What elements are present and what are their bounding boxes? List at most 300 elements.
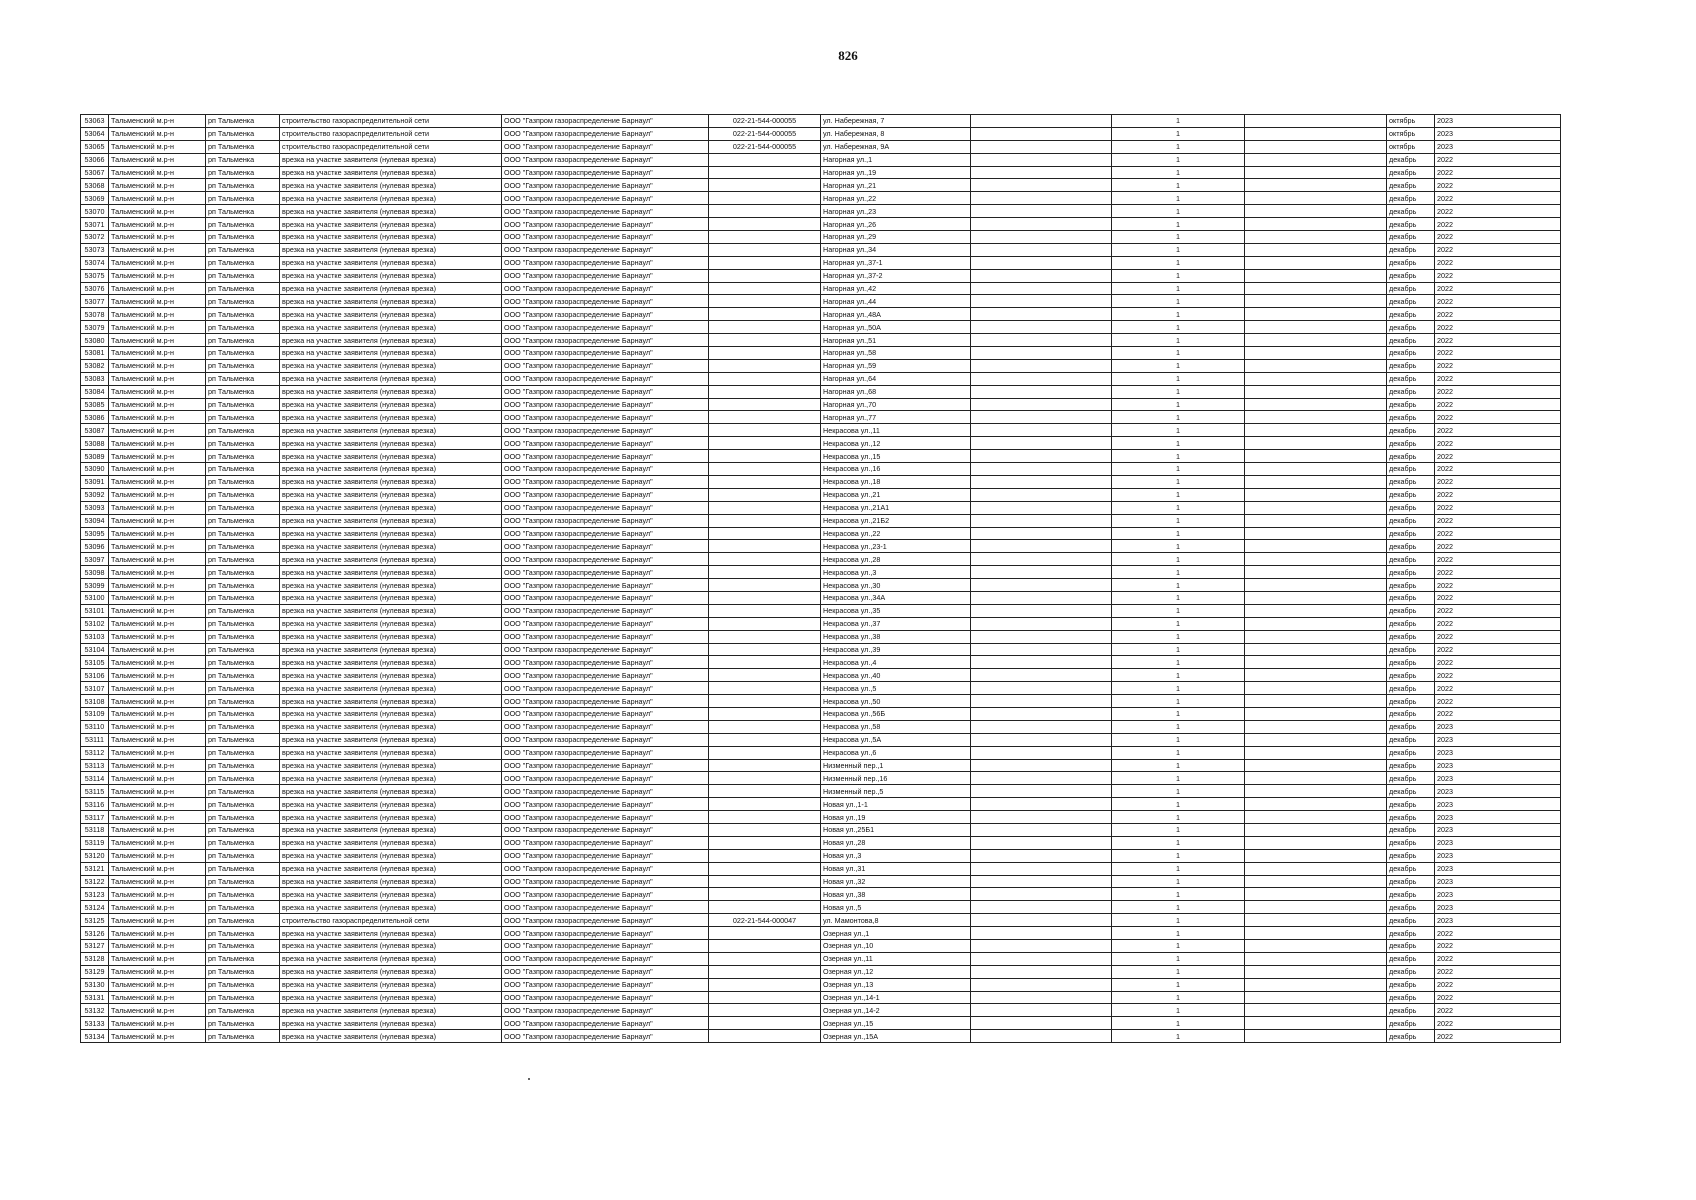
cell-num: 53066 [81,153,109,166]
cell-year: 2022 [1435,1030,1561,1043]
cell-address: Нагорная ул.,59 [821,359,971,372]
cell-year: 2022 [1435,295,1561,308]
cell-owner: ООО "Газпром газораспределение Барнаул" [502,952,709,965]
cell-quantity: 1 [1112,256,1245,269]
cell-locality: рп Тальменка [206,1030,280,1043]
cell-blank2 [1245,398,1387,411]
cell-quantity: 1 [1112,269,1245,282]
cell-quantity: 1 [1112,140,1245,153]
cell-year: 2023 [1435,836,1561,849]
cell-permit [709,617,821,630]
cell-blank1 [971,823,1112,836]
cell-work_type: врезка на участке заявителя (нулевая врезка) [280,205,502,218]
cell-permit [709,411,821,424]
cell-blank2 [1245,243,1387,256]
cell-month: декабрь [1387,192,1435,205]
cell-locality: рп Тальменка [206,952,280,965]
table-row [81,411,1561,424]
cell-year: 2022 [1435,179,1561,192]
cell-district: Тальменский м.р-н [109,450,206,463]
cell-district: Тальменский м.р-н [109,295,206,308]
cell-num: 53077 [81,295,109,308]
table-row [81,398,1561,411]
cell-blank2 [1245,463,1387,476]
cell-blank2 [1245,746,1387,759]
cell-address: Озерная ул.,15 [821,1017,971,1030]
cell-year: 2022 [1435,334,1561,347]
cell-year: 2023 [1435,914,1561,927]
cell-quantity: 1 [1112,579,1245,592]
cell-work_type: врезка на участке заявителя (нулевая врезка) [280,243,502,256]
table-row [81,192,1561,205]
table-row [81,630,1561,643]
cell-month: декабрь [1387,785,1435,798]
cell-year: 2022 [1435,475,1561,488]
table-row [81,218,1561,231]
cell-permit: 022-21-544-000055 [709,140,821,153]
cell-owner: ООО "Газпром газораспределение Барнаул" [502,192,709,205]
cell-address: Нагорная ул.,68 [821,385,971,398]
cell-month: декабрь [1387,849,1435,862]
cell-month: декабрь [1387,965,1435,978]
cell-quantity: 1 [1112,798,1245,811]
cell-quantity: 1 [1112,411,1245,424]
cell-address: Некрасова ул.,21А1 [821,501,971,514]
cell-permit [709,463,821,476]
cell-blank2 [1245,372,1387,385]
cell-num: 53106 [81,669,109,682]
cell-blank1 [971,308,1112,321]
cell-blank1 [971,566,1112,579]
cell-district: Тальменский м.р-н [109,875,206,888]
cell-district: Тальменский м.р-н [109,566,206,579]
cell-address: Нагорная ул.,48А [821,308,971,321]
cell-month: декабрь [1387,540,1435,553]
table-row [81,475,1561,488]
cell-work_type: строительство газораспределительной сети [280,127,502,140]
cell-month: декабрь [1387,372,1435,385]
cell-blank1 [971,849,1112,862]
cell-num: 53102 [81,617,109,630]
cell-blank1 [971,553,1112,566]
cell-address: Некрасова ул.,56Б [821,707,971,720]
cell-owner: ООО "Газпром газораспределение Барнаул" [502,282,709,295]
cell-locality: рп Тальменка [206,463,280,476]
cell-blank1 [971,437,1112,450]
cell-owner: ООО "Газпром газораспределение Барнаул" [502,115,709,128]
cell-district: Тальменский м.р-н [109,952,206,965]
cell-year: 2022 [1435,643,1561,656]
cell-year: 2023 [1435,875,1561,888]
cell-permit [709,707,821,720]
cell-blank2 [1245,140,1387,153]
cell-owner: ООО "Газпром газораспределение Барнаул" [502,669,709,682]
cell-year: 2022 [1435,256,1561,269]
cell-num: 53067 [81,166,109,179]
cell-num: 53130 [81,978,109,991]
cell-num: 53133 [81,1017,109,1030]
cell-owner: ООО "Газпром газораспределение Барнаул" [502,463,709,476]
cell-owner: ООО "Газпром газораспределение Барнаул" [502,269,709,282]
table-row [81,927,1561,940]
cell-permit [709,553,821,566]
cell-address: Нагорная ул.,37-1 [821,256,971,269]
cell-num: 53064 [81,127,109,140]
cell-quantity: 1 [1112,218,1245,231]
cell-quantity: 1 [1112,450,1245,463]
cell-permit [709,385,821,398]
cell-address: Озерная ул.,10 [821,940,971,953]
table-row [81,127,1561,140]
cell-work_type: врезка на участке заявителя (нулевая врезка) [280,411,502,424]
cell-permit [709,772,821,785]
cell-month: октябрь [1387,140,1435,153]
cell-work_type: врезка на участке заявителя (нулевая врезка) [280,991,502,1004]
cell-blank1 [971,115,1112,128]
cell-year: 2023 [1435,759,1561,772]
cell-locality: рп Тальменка [206,927,280,940]
cell-year: 2022 [1435,385,1561,398]
cell-district: Тальменский м.р-н [109,617,206,630]
table-row [81,514,1561,527]
cell-blank2 [1245,115,1387,128]
cell-permit [709,720,821,733]
cell-district: Тальменский м.р-н [109,811,206,824]
table-row [81,282,1561,295]
cell-work_type: врезка на участке заявителя (нулевая врезка) [280,643,502,656]
cell-blank2 [1245,914,1387,927]
cell-address: Некрасова ул.,5А [821,733,971,746]
cell-quantity: 1 [1112,811,1245,824]
cell-num: 53079 [81,321,109,334]
cell-district: Тальменский м.р-н [109,695,206,708]
cell-blank2 [1245,566,1387,579]
cell-blank1 [971,256,1112,269]
cell-owner: ООО "Газпром газораспределение Барнаул" [502,591,709,604]
cell-owner: ООО "Газпром газораспределение Барнаул" [502,617,709,630]
cell-address: Озерная ул.,15А [821,1030,971,1043]
cell-num: 53069 [81,192,109,205]
cell-quantity: 1 [1112,475,1245,488]
cell-quantity: 1 [1112,205,1245,218]
table-row [81,617,1561,630]
cell-blank2 [1245,888,1387,901]
cell-locality: рп Тальменка [206,540,280,553]
cell-blank2 [1245,849,1387,862]
cell-blank2 [1245,875,1387,888]
cell-permit [709,798,821,811]
cell-permit [709,256,821,269]
cell-quantity: 1 [1112,901,1245,914]
cell-locality: рп Тальменка [206,205,280,218]
cell-blank1 [971,720,1112,733]
cell-year: 2022 [1435,269,1561,282]
cell-work_type: врезка на участке заявителя (нулевая врезка) [280,682,502,695]
cell-locality: рп Тальменка [206,411,280,424]
cell-permit [709,811,821,824]
cell-locality: рп Тальменка [206,707,280,720]
cell-permit [709,630,821,643]
cell-address: Озерная ул.,11 [821,952,971,965]
cell-quantity: 1 [1112,720,1245,733]
cell-address: Нагорная ул.,70 [821,398,971,411]
cell-permit [709,359,821,372]
cell-blank2 [1245,166,1387,179]
cell-owner: ООО "Газпром газораспределение Барнаул" [502,746,709,759]
table-row [81,836,1561,849]
cell-year: 2022 [1435,514,1561,527]
table-row [81,140,1561,153]
cell-owner: ООО "Газпром газораспределение Барнаул" [502,153,709,166]
cell-district: Тальменский м.р-н [109,437,206,450]
cell-blank1 [971,746,1112,759]
cell-permit [709,862,821,875]
cell-locality: рп Тальменка [206,836,280,849]
cell-num: 53082 [81,359,109,372]
cell-locality: рп Тальменка [206,308,280,321]
cell-year: 2022 [1435,1017,1561,1030]
cell-work_type: врезка на участке заявителя (нулевая врезка) [280,463,502,476]
cell-permit [709,153,821,166]
cell-quantity: 1 [1112,978,1245,991]
cell-month: декабрь [1387,1030,1435,1043]
cell-quantity: 1 [1112,488,1245,501]
cell-locality: рп Тальменка [206,437,280,450]
cell-permit [709,978,821,991]
cell-year: 2022 [1435,359,1561,372]
table-row [81,359,1561,372]
cell-locality: рп Тальменка [206,991,280,1004]
cell-locality: рп Тальменка [206,669,280,682]
cell-address: Нагорная ул.,51 [821,334,971,347]
cell-month: декабрь [1387,334,1435,347]
cell-permit [709,746,821,759]
cell-month: декабрь [1387,914,1435,927]
cell-blank2 [1245,514,1387,527]
cell-year: 2022 [1435,166,1561,179]
cell-permit [709,347,821,360]
cell-quantity: 1 [1112,707,1245,720]
table-row [81,656,1561,669]
cell-owner: ООО "Газпром газораспределение Барнаул" [502,604,709,617]
cell-blank1 [971,192,1112,205]
cell-work_type: врезка на участке заявителя (нулевая врезка) [280,488,502,501]
cell-year: 2022 [1435,372,1561,385]
cell-permit [709,527,821,540]
cell-district: Тальменский м.р-н [109,579,206,592]
cell-work_type: врезка на участке заявителя (нулевая врезка) [280,901,502,914]
cell-locality: рп Тальменка [206,965,280,978]
cell-quantity: 1 [1112,385,1245,398]
cell-blank2 [1245,192,1387,205]
cell-address: Некрасова ул.,5 [821,682,971,695]
table-row [81,849,1561,862]
cell-district: Тальменский м.р-н [109,514,206,527]
cell-owner: ООО "Газпром газораспределение Барнаул" [502,849,709,862]
cell-blank1 [971,398,1112,411]
cell-blank2 [1245,798,1387,811]
cell-month: декабрь [1387,527,1435,540]
scan-speck [528,1078,530,1080]
cell-num: 53068 [81,179,109,192]
cell-work_type: врезка на участке заявителя (нулевая врезка) [280,811,502,824]
cell-owner: ООО "Газпром газораспределение Барнаул" [502,914,709,927]
cell-blank2 [1245,179,1387,192]
cell-district: Тальменский м.р-н [109,282,206,295]
cell-num: 53085 [81,398,109,411]
cell-work_type: врезка на участке заявителя (нулевая врезка) [280,785,502,798]
cell-district: Тальменский м.р-н [109,1030,206,1043]
cell-year: 2022 [1435,282,1561,295]
cell-permit [709,372,821,385]
table-row [81,334,1561,347]
cell-month: декабрь [1387,205,1435,218]
cell-month: декабрь [1387,179,1435,192]
cell-owner: ООО "Газпром газораспределение Барнаул" [502,927,709,940]
cell-district: Тальменский м.р-н [109,720,206,733]
cell-year: 2022 [1435,205,1561,218]
cell-quantity: 1 [1112,424,1245,437]
cell-blank2 [1245,475,1387,488]
cell-owner: ООО "Газпром газораспределение Барнаул" [502,385,709,398]
cell-owner: ООО "Газпром газораспределение Барнаул" [502,862,709,875]
cell-quantity: 1 [1112,321,1245,334]
cell-quantity: 1 [1112,127,1245,140]
cell-address: Некрасова ул.,39 [821,643,971,656]
cell-permit [709,450,821,463]
cell-owner: ООО "Газпром газораспределение Барнаул" [502,527,709,540]
cell-address: Нагорная ул.,26 [821,218,971,231]
cell-month: декабрь [1387,630,1435,643]
cell-locality: рп Тальменка [206,682,280,695]
cell-quantity: 1 [1112,785,1245,798]
cell-month: декабрь [1387,682,1435,695]
cell-work_type: врезка на участке заявителя (нулевая врезка) [280,231,502,244]
cell-month: декабрь [1387,295,1435,308]
cell-month: декабрь [1387,991,1435,1004]
cell-num: 53121 [81,862,109,875]
cell-month: декабрь [1387,901,1435,914]
cell-num: 53076 [81,282,109,295]
cell-address: Некрасова ул.,38 [821,630,971,643]
cell-work_type: врезка на участке заявителя (нулевая врезка) [280,475,502,488]
cell-address: Некрасова ул.,28 [821,553,971,566]
cell-blank1 [971,836,1112,849]
cell-month: декабрь [1387,231,1435,244]
cell-work_type: врезка на участке заявителя (нулевая врезка) [280,669,502,682]
table-row [81,965,1561,978]
cell-year: 2022 [1435,192,1561,205]
cell-blank1 [971,243,1112,256]
cell-locality: рп Тальменка [206,179,280,192]
cell-address: Новая ул.,1-1 [821,798,971,811]
table-row [81,256,1561,269]
cell-locality: рп Тальменка [206,940,280,953]
cell-year: 2022 [1435,308,1561,321]
cell-blank2 [1245,321,1387,334]
cell-locality: рп Тальменка [206,256,280,269]
cell-owner: ООО "Газпром газораспределение Барнаул" [502,772,709,785]
table-row [81,540,1561,553]
cell-quantity: 1 [1112,849,1245,862]
cell-blank1 [971,682,1112,695]
cell-permit [709,205,821,218]
cell-locality: рп Тальменка [206,295,280,308]
cell-num: 53115 [81,785,109,798]
table-row [81,888,1561,901]
cell-address: Нагорная ул.,29 [821,231,971,244]
cell-quantity: 1 [1112,359,1245,372]
cell-work_type: врезка на участке заявителя (нулевая врезка) [280,823,502,836]
cell-locality: рп Тальменка [206,372,280,385]
cell-quantity: 1 [1112,940,1245,953]
cell-num: 53123 [81,888,109,901]
cell-work_type: врезка на участке заявителя (нулевая врезка) [280,798,502,811]
table-row [81,527,1561,540]
cell-month: декабрь [1387,269,1435,282]
cell-locality: рп Тальменка [206,359,280,372]
cell-blank2 [1245,450,1387,463]
cell-owner: ООО "Газпром газораспределение Барнаул" [502,243,709,256]
cell-address: Некрасова ул.,50 [821,695,971,708]
cell-blank2 [1245,205,1387,218]
cell-district: Тальменский м.р-н [109,707,206,720]
cell-address: Некрасова ул.,30 [821,579,971,592]
cell-month: декабрь [1387,218,1435,231]
cell-num: 53105 [81,656,109,669]
cell-year: 2022 [1435,927,1561,940]
cell-quantity: 1 [1112,604,1245,617]
cell-permit [709,514,821,527]
cell-district: Тальменский м.р-н [109,682,206,695]
cell-permit [709,488,821,501]
cell-quantity: 1 [1112,617,1245,630]
cell-locality: рп Тальменка [206,488,280,501]
cell-quantity: 1 [1112,965,1245,978]
table-row [81,798,1561,811]
cell-locality: рп Тальменка [206,901,280,914]
cell-permit [709,875,821,888]
cell-permit [709,218,821,231]
cell-locality: рп Тальменка [206,218,280,231]
cell-num: 53111 [81,733,109,746]
cell-blank2 [1245,991,1387,1004]
cell-num: 53134 [81,1030,109,1043]
cell-quantity: 1 [1112,231,1245,244]
cell-blank1 [971,695,1112,708]
table-row [81,901,1561,914]
cell-locality: рп Тальменка [206,1017,280,1030]
cell-quantity: 1 [1112,888,1245,901]
cell-work_type: врезка на участке заявителя (нулевая врезка) [280,372,502,385]
cell-address: Некрасова ул.,35 [821,604,971,617]
cell-locality: рп Тальменка [206,450,280,463]
cell-work_type: врезка на участке заявителя (нулевая врезка) [280,978,502,991]
cell-blank2 [1245,256,1387,269]
cell-month: декабрь [1387,359,1435,372]
cell-district: Тальменский м.р-н [109,501,206,514]
cell-work_type: врезка на участке заявителя (нулевая врезка) [280,772,502,785]
cell-year: 2022 [1435,695,1561,708]
cell-district: Тальменский м.р-н [109,862,206,875]
cell-district: Тальменский м.р-н [109,153,206,166]
cell-blank1 [971,862,1112,875]
cell-address: Некрасова ул.,34А [821,591,971,604]
cell-owner: ООО "Газпром газораспределение Барнаул" [502,901,709,914]
cell-month: декабрь [1387,321,1435,334]
cell-permit [709,308,821,321]
cell-month: декабрь [1387,940,1435,953]
